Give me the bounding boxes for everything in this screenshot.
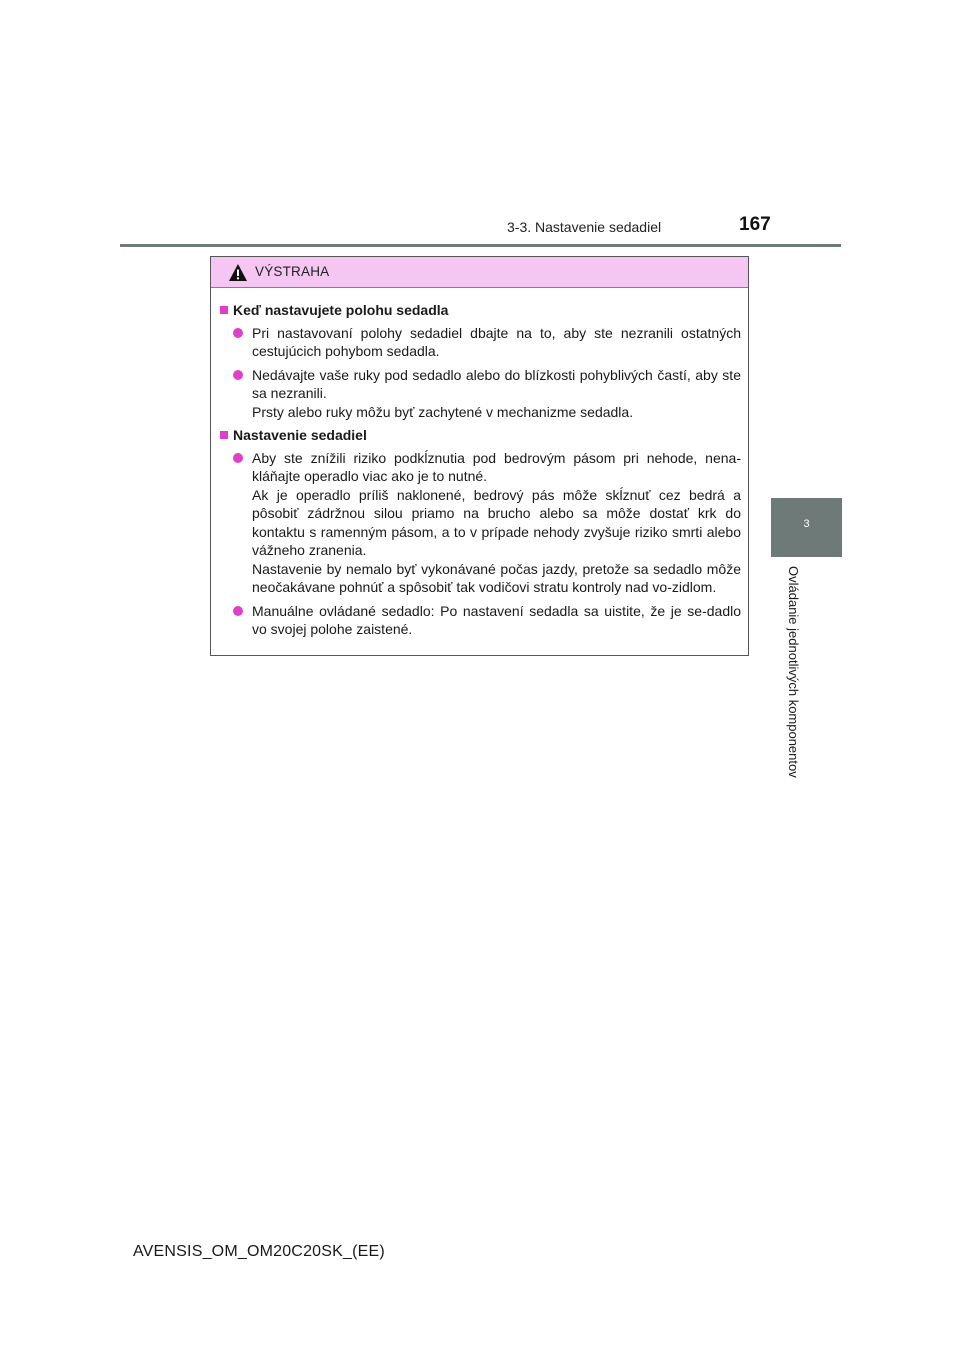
page-number: 167 bbox=[739, 214, 771, 235]
bullet-text: Ak je operadlo príliš naklonené, bedrový pás môže skĺznuť cez bedrá a pôsobiť zádržnou silou priamo na brucho alebo sa môže dostať krk do kontaktu s ramenným pásom, a to v prípade nehody zvyšuje riziko smrti alebo vážneho zranenia. bbox=[252, 486, 741, 558]
round-bullet-icon bbox=[233, 370, 243, 380]
warning-section bbox=[220, 301, 741, 421]
section-heading: Nastavenie sedadiel bbox=[220, 426, 741, 445]
section-title: 3-3. Nastavenie sedadiel bbox=[507, 219, 662, 235]
header-divider bbox=[120, 244, 841, 247]
chapter-number: 3 bbox=[803, 518, 810, 530]
bullet-item bbox=[230, 366, 741, 422]
warning-header bbox=[211, 257, 748, 288]
document-code: AVENSIS_OM_OM20C20SK_(EE) bbox=[133, 1243, 385, 1260]
warning-box bbox=[210, 256, 749, 656]
warning-triangle-icon bbox=[228, 263, 248, 282]
bullet-item bbox=[230, 449, 741, 597]
bullet-item bbox=[230, 602, 741, 639]
warning-section bbox=[220, 426, 741, 639]
warning-title: VÝSTRAHA bbox=[255, 264, 330, 279]
square-bullet-icon bbox=[220, 431, 228, 439]
round-bullet-icon bbox=[233, 453, 243, 463]
round-bullet-icon bbox=[233, 328, 243, 338]
bullet-text: Pri nastavovaní polohy sedadiel dbajte na to, aby ste nezranili ostatných cestujúcich pohybom sedadla. bbox=[252, 324, 741, 359]
bullet-text: Nastavenie by nemalo byť vykonávané počas jazdy, pretože sa sedadlo môže neočakávane pohnúť a spôsobiť tak vodičovi stratu kontroly nad vo-zidlom. bbox=[252, 560, 741, 595]
section-heading: Keď nastavujete polohu sedadla bbox=[220, 301, 741, 320]
bullet-text: Aby ste znížili riziko podkĺznutia pod bedrovým pásom pri nehode, nena-kláňajte operadlo viac ako je to nutné. bbox=[252, 449, 741, 484]
bullet-text: Prsty alebo ruky môžu byť zachytené v mechanizme sedadla. bbox=[252, 403, 634, 420]
square-bullet-icon bbox=[220, 306, 228, 314]
bullet-text: Manuálne ovládané sedadlo: Po nastavení sedadla sa uistite, že je se-dadlo vo svojej polohe zaistené. bbox=[252, 602, 741, 637]
chapter-title: Ovládanie jednotlivých komponentov bbox=[786, 566, 801, 778]
chapter-tab bbox=[771, 498, 842, 557]
bullet-item bbox=[230, 324, 741, 361]
round-bullet-icon bbox=[233, 606, 243, 616]
bullet-text: Nedávajte vaše ruky pod sedadlo alebo do blízkosti pohyblivých častí, aby ste sa nezranili. bbox=[252, 366, 741, 401]
warning-body bbox=[211, 288, 748, 639]
